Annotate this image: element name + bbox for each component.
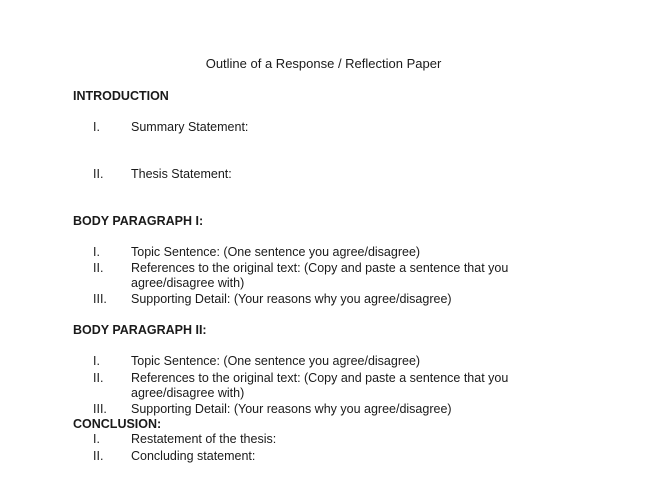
- list-text: Restatement of the thesis:: [131, 432, 277, 446]
- list-numeral: I.: [93, 245, 100, 259]
- list-numeral: II.: [93, 167, 104, 181]
- list-text: Topic Sentence: (One sentence you agree/disagree): [131, 354, 421, 368]
- list-text: Supporting Detail: (Your reasons why you agree/disagree): [131, 402, 452, 416]
- list-numeral: II.: [93, 261, 104, 275]
- list-numeral: II.: [93, 449, 104, 463]
- list-text: Supporting Detail: (Your reasons why you agree/disagree): [131, 292, 452, 306]
- section-heading-conclusion: CONCLUSION:: [73, 417, 162, 431]
- list-numeral: I.: [93, 354, 100, 368]
- list-numeral: III.: [93, 402, 107, 416]
- list-text: Thesis Statement:: [131, 167, 232, 181]
- list-text: References to the original text: (Copy and paste a sentence that you agree/disagree with): [131, 261, 509, 290]
- list-numeral: I.: [93, 432, 100, 446]
- list-text: References to the original text: (Copy and paste a sentence that you agree/disagree with): [131, 371, 509, 400]
- document-title: Outline of a Response / Reflection Paper: [205, 56, 442, 71]
- list-numeral: I.: [93, 120, 100, 134]
- section-heading-introduction: INTRODUCTION: [73, 89, 169, 103]
- section-heading-body-2: BODY PARAGRAPH II:: [73, 323, 207, 337]
- list-numeral: II.: [93, 371, 104, 385]
- list-numeral: III.: [93, 292, 107, 306]
- list-text: Summary Statement:: [131, 120, 249, 134]
- list-text: Concluding statement:: [131, 449, 256, 463]
- section-heading-body-1: BODY PARAGRAPH I:: [73, 214, 204, 228]
- list-text: Topic Sentence: (One sentence you agree/disagree): [131, 245, 421, 259]
